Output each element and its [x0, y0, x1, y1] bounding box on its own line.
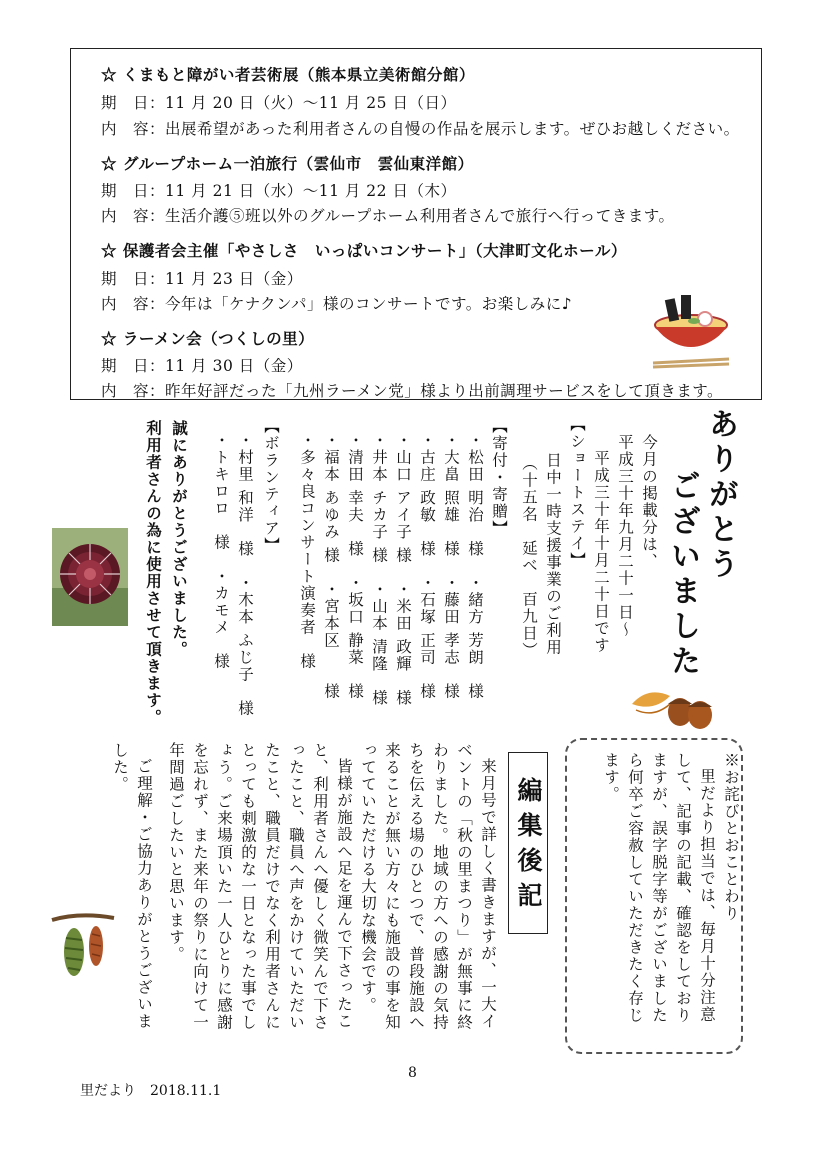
- dahlia-flower-photo: [52, 528, 128, 626]
- editorial-line-5: 来ることが無い方々にも施設の事を知: [383, 742, 401, 1031]
- acorn-leaf-illustration: [628, 682, 718, 732]
- page-number: 8: [408, 1065, 417, 1081]
- event-1-content: 内 容：出展希望があった利用者さんの自慢の作品を展示します。ぜひお越しください。: [101, 120, 740, 138]
- thanks-period-1: 今月の掲載分は、: [640, 434, 658, 570]
- editorial-line-13: を忘れず、また来年の祭りに向けて一: [191, 742, 209, 1031]
- donor-row-1: ・松田 明治 様 ・緒方 芳朗 様: [466, 432, 484, 700]
- editorial-line-11: とっても刺激的な一日となった事でし: [239, 742, 257, 1031]
- event-4-date: 期 日：11 月 30 日（金）: [101, 357, 303, 375]
- donor-row-8: ・多々良コンサート演奏者 様: [298, 432, 316, 670]
- notice-line-3: して、記事の記載、確認をしており: [674, 752, 692, 1024]
- notice-line-1: ※お詫びとおことわり: [722, 752, 740, 922]
- editorial-heading: 編集後記: [508, 752, 548, 934]
- donor-row-5: ・井本 チカ子 様 ・山本 清隆 様: [370, 432, 388, 707]
- notice-line-4: ますが、誤字脱字等がございました: [650, 752, 668, 1024]
- footer-newsletter-date: 里だより 2018.11.1: [80, 1083, 222, 1099]
- events-box: [70, 48, 762, 400]
- donor-row-4: ・山口 アイ子 様 ・米田 政輝 様: [394, 432, 412, 707]
- donor-row-7: ・福本 あゆみ 様 ・宮本区 様: [322, 432, 340, 700]
- branch-ornament-illustration: [50, 910, 116, 982]
- short-stay-line-1: 日中一時支援事業のご利用: [544, 452, 562, 656]
- editorial-line-3: わりました。地域の方への感謝の気持: [431, 742, 449, 1031]
- event-2-content: 内 容：生活介護⑤班以外のグループホーム利用者さんで旅行へ行ってきます。: [101, 207, 675, 225]
- editorial-line-14: 年間過ごしたいと思います。: [167, 742, 185, 963]
- editorial-line-7: 皆様が施設へ足を運んで下さったこ: [335, 758, 353, 1030]
- event-4-content: 内 容：昨年好評だった「九州ラーメン党」様より出前調理サービスをして頂きます。: [101, 382, 723, 400]
- short-stay-line-2: （十五名 延べ 百九日）: [520, 455, 538, 659]
- event-2-title: ☆ グループホーム一泊旅行（雲仙市 雲仙東洋館）: [101, 154, 474, 173]
- volunteer-row-1: ・村里 和洋 様 ・木本 ふじ子 様: [236, 432, 254, 717]
- editorial-line-1: 来月号で詳しく書きますが、一大イ: [479, 758, 497, 1030]
- thanks-heading-2: ございました: [665, 470, 700, 680]
- editorial-line-4: ちを伝える場のひとつで、普段施設へ: [407, 742, 425, 1031]
- notice-line-2: 里だより担当では、毎月十分注意: [698, 768, 716, 1023]
- thanks-closing-1: 誠にありがとうございました。: [170, 420, 189, 658]
- event-3-date: 期 日：11 月 23 日（金）: [101, 270, 303, 288]
- donor-row-6: ・清田 幸夫 様 ・坂口 静菜 様: [346, 432, 364, 700]
- event-3-content: 内 容：今年は「ケナクンパ」様のコンサートです。お楽しみに♪: [101, 295, 573, 313]
- notice-line-5: ら何卒ご容赦していただきたく存じ: [626, 752, 644, 1024]
- donor-row-3: ・古庄 政敏 様 ・石塚 正司 様: [418, 432, 436, 700]
- thanks-closing-2: 利用者さんの為に使用させて頂きます。: [144, 420, 163, 726]
- ramen-bowl-illustration: [649, 289, 733, 369]
- editorial-line-10: たこと、職員だけでなく利用者さんに: [263, 742, 281, 1031]
- short-stay-heading: 【ショートステイ】: [568, 416, 586, 569]
- event-4-title: ☆ ラーメン会（つくしの里）: [101, 329, 315, 348]
- volunteer-heading: 【ボランティア】: [262, 418, 280, 554]
- editorial-line-12: ょう。ご来場頂いた一人ひとりに感謝: [215, 742, 233, 1031]
- donor-row-2: ・大畠 照雄 様 ・藤田 孝志 様: [442, 432, 460, 700]
- editorial-line-8: と、利用者さんへ優しく微笑んで下さ: [311, 742, 329, 1031]
- thanks-period-3: 平成三十年十月二十日です: [592, 450, 610, 654]
- event-2-date: 期 日：11 月 21 日（水）〜11 月 22 日（木）: [101, 182, 457, 200]
- event-1-date: 期 日：11 月 20 日（火）〜11 月 25 日（日）: [101, 94, 457, 112]
- volunteer-row-2: ・トキロロ 様 ・カモメ 様: [212, 432, 230, 670]
- donation-heading: 【寄付・寄贈】: [490, 418, 508, 537]
- thanks-period-2: 平成三十年九月二十一日〜: [616, 434, 634, 638]
- thanks-heading-1: ありがとう: [703, 408, 738, 583]
- editorial-line-6: ってていただける大切な機会です。: [359, 742, 377, 1014]
- event-1-title: ☆ くまもと障がい者芸術展（熊本県立美術館分館）: [101, 65, 475, 84]
- notice-line-6: ます。: [602, 752, 620, 803]
- editorial-line-16: した。: [111, 742, 129, 793]
- editorial-line-15: ご理解・ご協力ありがとうございま: [135, 758, 153, 1030]
- event-3-title: ☆ 保護者会主催「やさしさ いっぱいコンサート」（大津町文化ホール）: [101, 241, 627, 260]
- editorial-line-2: ベントの「秋の里まつり」が無事に終: [455, 742, 473, 1031]
- editorial-line-9: ったこと、職員へ声をかけていただい: [287, 742, 305, 1031]
